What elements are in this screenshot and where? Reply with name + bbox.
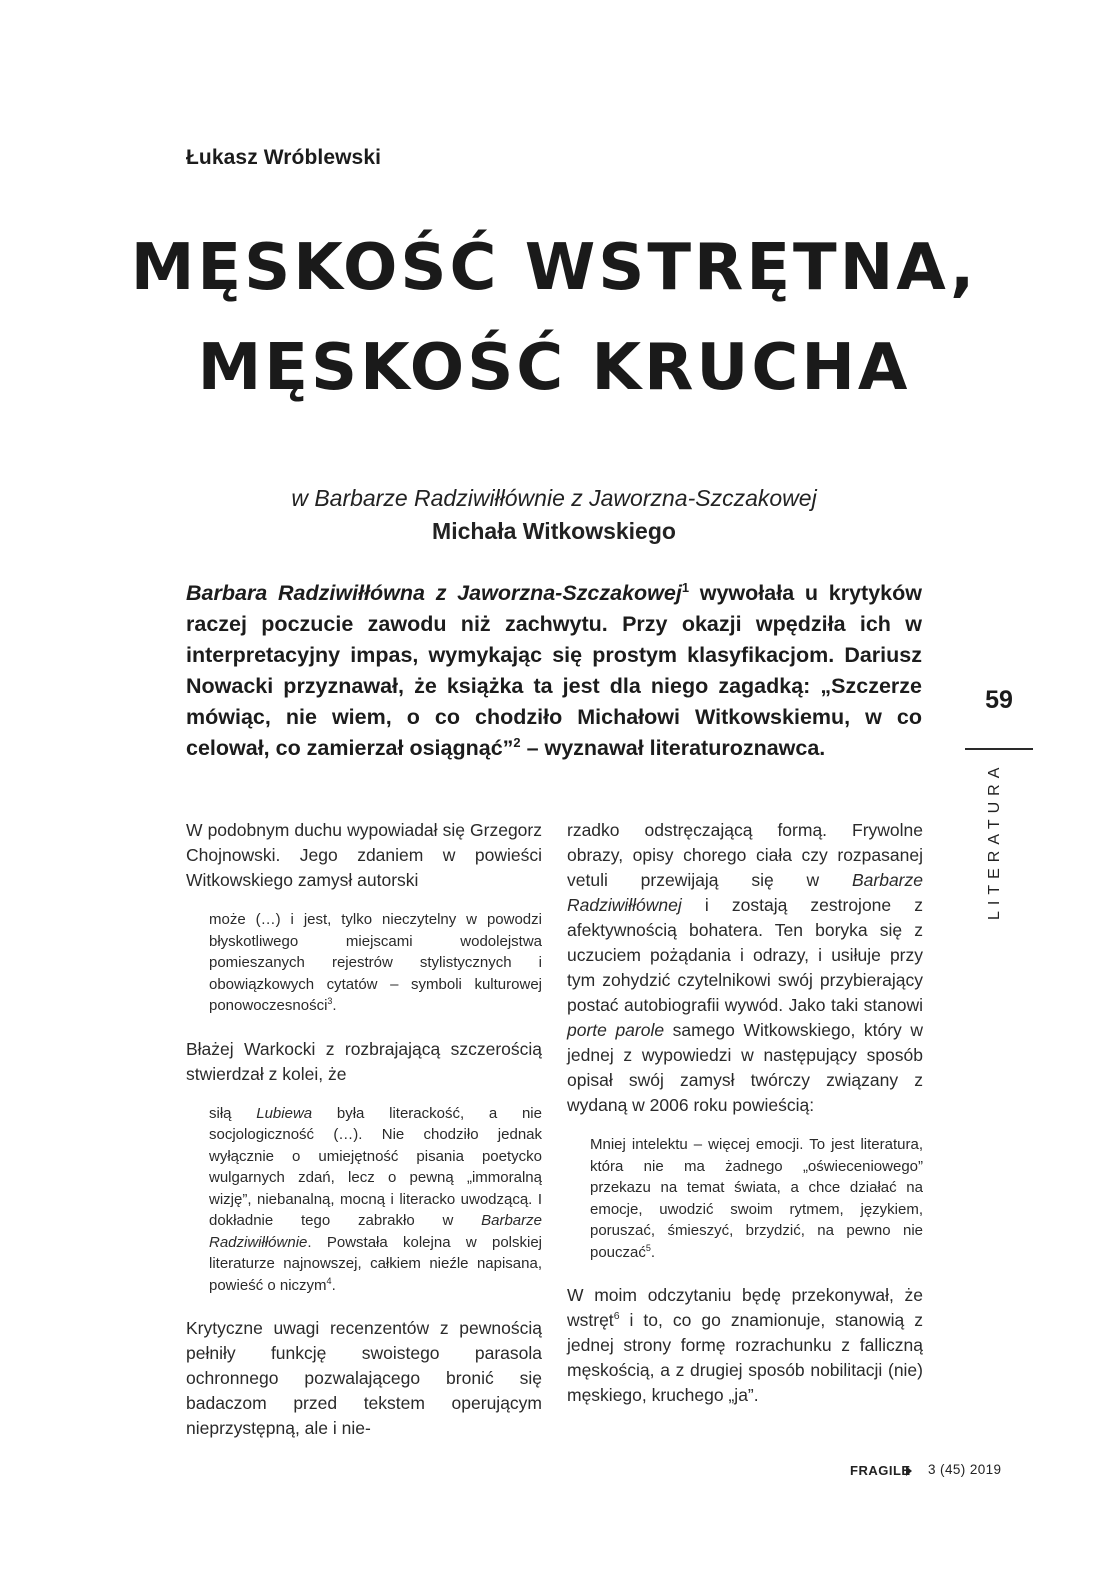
subtitle-author: Michała Witkowskiego [432, 518, 676, 544]
arrow-right-icon [906, 1466, 912, 1476]
footnote-ref-6: 6 [613, 1310, 620, 1323]
paragraph: W podobnym duchu wypowiadał się Grzegorz Chojnowski. Jego zdaniem w powieści Witkowskiego zamysł autorski [186, 820, 542, 890]
lead-book-title: Barbara Radziwiłłówna z Jaworzna-Szczakowej [186, 581, 682, 605]
footnote-ref-4: 4 [326, 1275, 332, 1286]
footnote-ref-2: 2 [513, 734, 521, 750]
right-column [567, 818, 923, 1408]
journal-name: FRAGILE [850, 1463, 911, 1478]
subtitle-book-title: Barbarze Radziwiłłównie z Jaworzna-Szczakowej [314, 485, 817, 511]
lead-text-1: wywołała u krytyków raczej poczucie zawodu niż zachwytu. Przy okazji wpędziła ich w interpretacyjny impas, wymykając się prostym klasyfikacjom. Dariusz Nowacki przyznawał, że książka ta jest dla niego zagadką: „Szczerze mówiąc, nie wiem, o co chodziło Michałowi Witkowskiemu, w co celował, co zamierzał osiągnąć” [186, 581, 922, 760]
issue-info: 3 (45) 2019 [928, 1462, 1002, 1477]
article-title-line-2: MĘSKOŚĆ KRUCHA [197, 331, 911, 405]
paragraph: rzadko odstręczającą formą. Frywolne obrazy, opisy chorego ciała czy rozpasanej vetuli przewijają się w Barbarze Radziwiłłównej i zostają zestrojone z afektywnością bohatera. Ten boryka się z uczuciem pożądania i odrazy, i usiłuje przy tym zohydzić czytelnikowi swój przybierający postać autobiografii wywód. Jako taki stanowi porte parole samego Witkowskiego, który w jednej z wypowiedzi w następujący sposób opisał swój zamysł twórczy związany z wydaną w 2006 roku powieścią: [567, 820, 923, 1115]
footnote-ref-5: 5 [645, 1242, 651, 1253]
side-divider [965, 748, 1033, 750]
paragraph: W moim odczytaniu będę przekonywał, że wstręt$^6$ i to, co go znamionuje, stanowią z jednej strony formę rozrachunku z falliczną męskością, a z drugiej sposób nobilitacji (nie) męskiego, kruchego „ja”. [567, 1285, 923, 1405]
page-number: 59 [985, 686, 1013, 714]
article-title-line-1: MĘSKOŚĆ WSTRĘTNA, [130, 231, 978, 305]
author-name: Łukasz Wróblewski [186, 146, 382, 169]
lead-paragraph [186, 578, 922, 764]
section-label: LITERATURA [986, 761, 1003, 920]
left-column [186, 818, 542, 1441]
lead-text-2: – wyznawał literaturoznawca. [520, 736, 826, 760]
article-subtitle [186, 482, 922, 548]
block-quote: siłą Lubiewa była literackość, a nie socjologiczność (…). Nie chodziło jednak wyłącznie o umiejętność pisania poetycko wulgarnych zdań, lecz o pewną „immoralną wizję”, niebanalną, mocną i literacko uwodzącą. I dokładnie tego zabrakło w Barbarze Radziwiłłównie. Powstała kolejna w polskiej literaturze najnowszej, całkiem nieźle napisana, powieść o niczym$^4$. [209, 1104, 542, 1294]
subtitle-prefix: w [291, 485, 315, 511]
footnote-ref-1: 1 [681, 579, 689, 595]
footnote-ref-3: 3 [327, 996, 333, 1006]
paragraph: Błażej Warkocki z rozbrajającą szczerością stwierdzał z kolei, że [186, 1038, 542, 1084]
paragraph: Krytyczne uwagi recenzentów z pewnością pełniły funkcję swoistego parasola ochronnego pozwalającego bronić się badaczom przed tekstem operującym nieprzystępną, ale i nie- [186, 1318, 542, 1438]
block-quote: Mniej intelektu – więcej emocji. To jest literatura, która nie ma żadnego „oświeceniowego” przekazu na temat świata, a chce działać na emocje, uwodzić swoim rytmem, językiem, poruszać, śmieszyć, brzydzić, na pewno nie pouczać$^5$. [590, 1136, 923, 1261]
block-quote: może (…) i jest, tylko nieczytelny w powodzi błyskotliwego miejscami wodolejstwa pomieszanych rejestrów stylistycznych i obowiązkowych cytatów – symboli kulturowej ponowoczesności$^3$. [209, 911, 542, 1014]
